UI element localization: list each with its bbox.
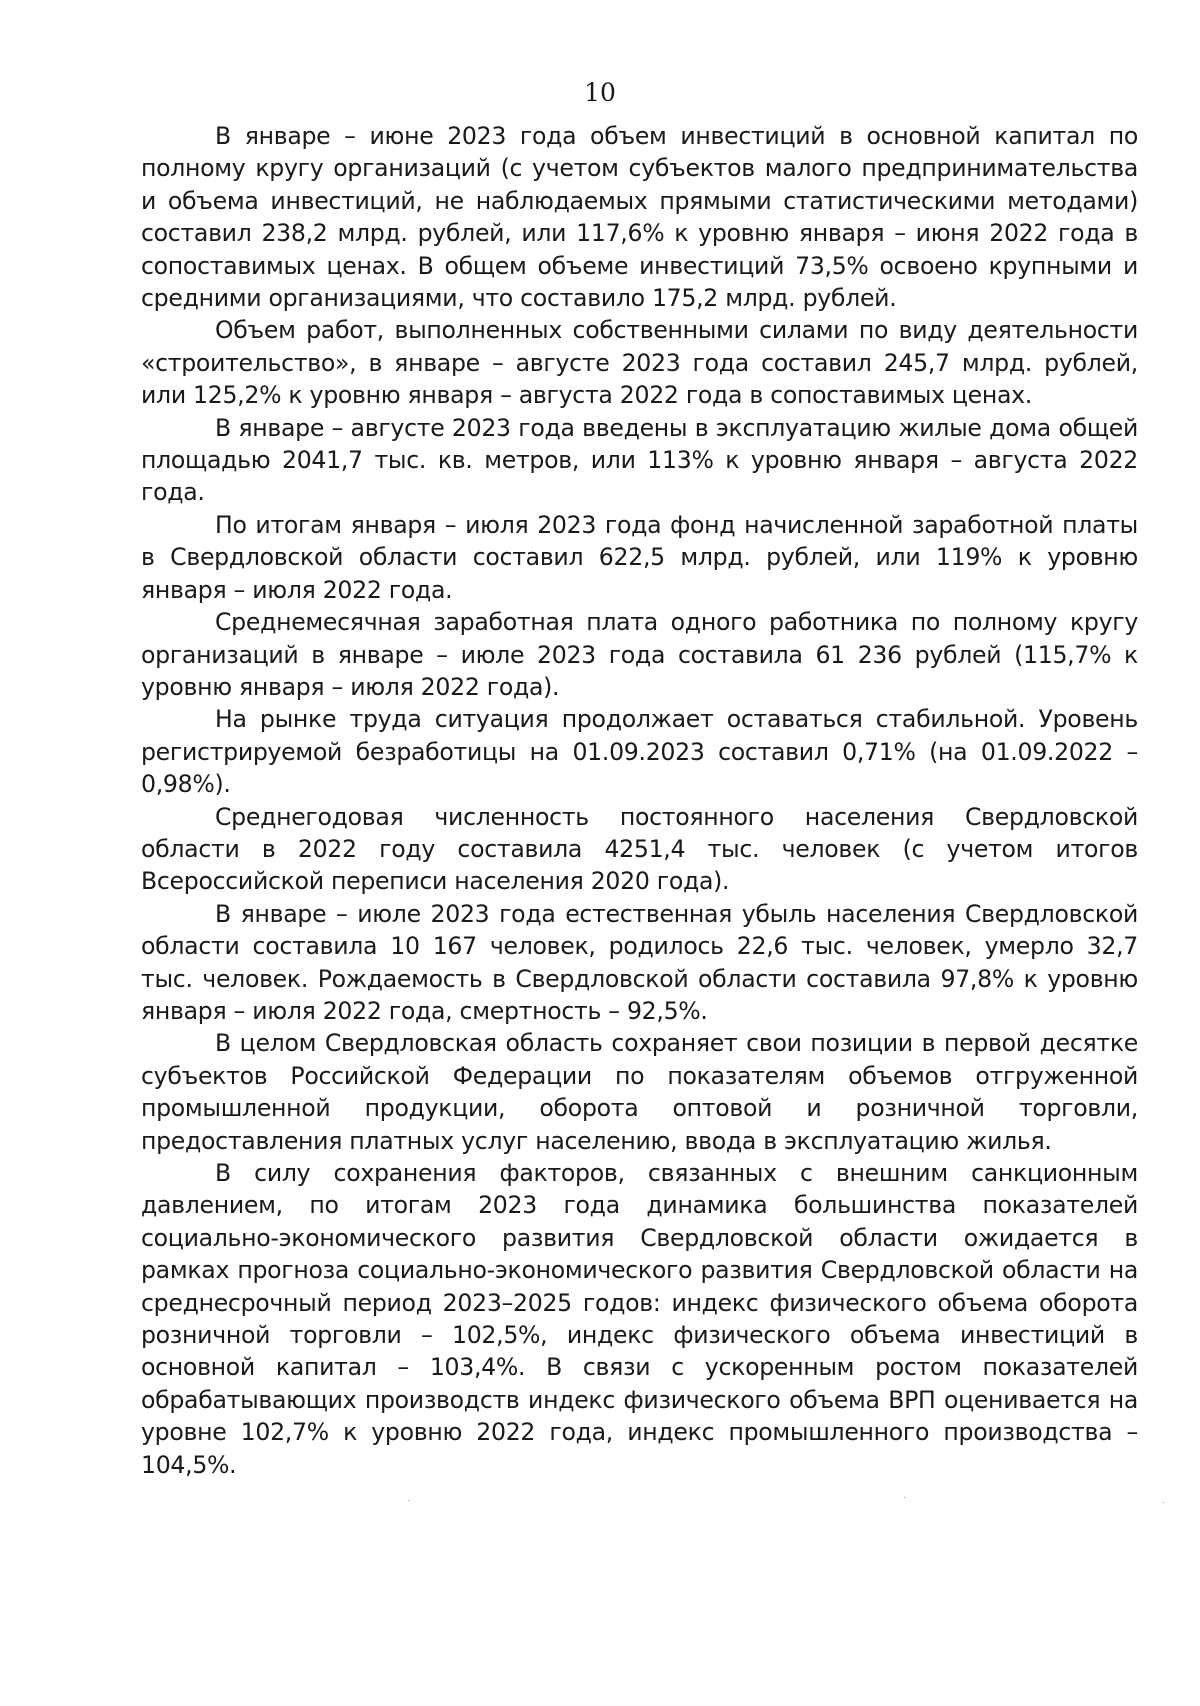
paragraph-construction: Объем работ, выполненных собственными силами по виду деятельности «строительство», в январе – августе 2023 года составил 245,7 млрд. рублей, или 125,2% к уровню января – августа 2022 года в сопоставимых ценах.: [141, 316, 1138, 410]
paragraph-wage-fund: По итогам января – июля 2023 года фонд начисленной заработной платы в Свердловской области составил 622,5 млрд. рублей, или 119% к уровню января – июля 2022 года.: [141, 510, 1138, 604]
paragraph-investments: В январе – июне 2023 года объем инвестиций в основной капитал по полному кругу организаций (с учетом субъектов малого предпринимательства и объема инвестиций, не наблюдаемых прямыми статистическими методами) составил 238,2 млрд. рублей, или 117,6% к уровню января – июня 2022 года в сопоставимых ценах. В общем объеме инвестиций 73,5% освоено крупными и средними организациями, что составило 175,2 млрд. рублей.: [141, 122, 1138, 313]
paragraph-population: Среднегодовая численность постоянного населения Свердловской области в 2022 году составила 4251,4 тыс. человек (с учетом итогов Всероссийской переписи населения 2020 года).: [141, 802, 1138, 896]
scan-speck: [408, 1500, 409, 1501]
scan-speck: [1163, 1502, 1164, 1503]
paragraph-region-position: В целом Свердловская область сохраняет свои позиции в первой десятке субъектов Российской Федерации по показателям объемов отгруженной промышленной продукции, оборота оптовой и розничной торговли, предоставления платных услуг населению, ввода в эксплуатацию жилья.: [141, 1029, 1138, 1155]
paragraph-labor-market: На рынке труда ситуация продолжает оставаться стабильной. Уровень регистрируемой безработицы на 01.09.2023 составил 0,71% (на 01.09.2022 – 0,98%).: [141, 705, 1138, 799]
page-number: 10: [584, 78, 616, 107]
paragraph-natural-decrease: В январе – июле 2023 года естественная убыль населения Свердловской области составила 10 167 человек, родилось 22,6 тыс. человек, умерло 32,7 тыс. человек. Рождаемость в Свердловской области составила 97,8% к уровню января – июля 2022 года, смертность – 92,5%.: [141, 899, 1138, 1025]
paragraph-average-salary: Среднемесячная заработная плата одного работника по полному кругу организаций в январе – июле 2023 года составила 61 236 рублей (115,7% к уровню января – июля 2022 года).: [141, 608, 1138, 701]
paragraph-housing: В январе – августе 2023 года введены в эксплуатацию жилые дома общей площадью 2041,7 тыс. кв. метров, или 113% к уровню января – августа 2022 года.: [141, 413, 1138, 507]
scan-speck: [904, 1497, 905, 1498]
body-text: [141, 120, 1138, 1481]
paragraph-forecast: В силу сохранения факторов, связанных с внешним санкционным давлением, по итогам 2023 года динамика большинства показателей социально-экономического развития Свердловской области ожидается в рамках прогноза социально-экономического развития Свердловской области на среднесрочный период 2023–2025 годов: индекс физического объема оборота розничной торговли – 102,5%, индекс физического объема инвестиций в основной капитал – 103,4%. В связи с ускоренным ростом показателей обрабатывающих производств индекс физического объема ВРП оценивается на уровне 102,7% к уровню 2022 года, индекс промышленного производства – 104,5%.: [141, 1159, 1138, 1479]
